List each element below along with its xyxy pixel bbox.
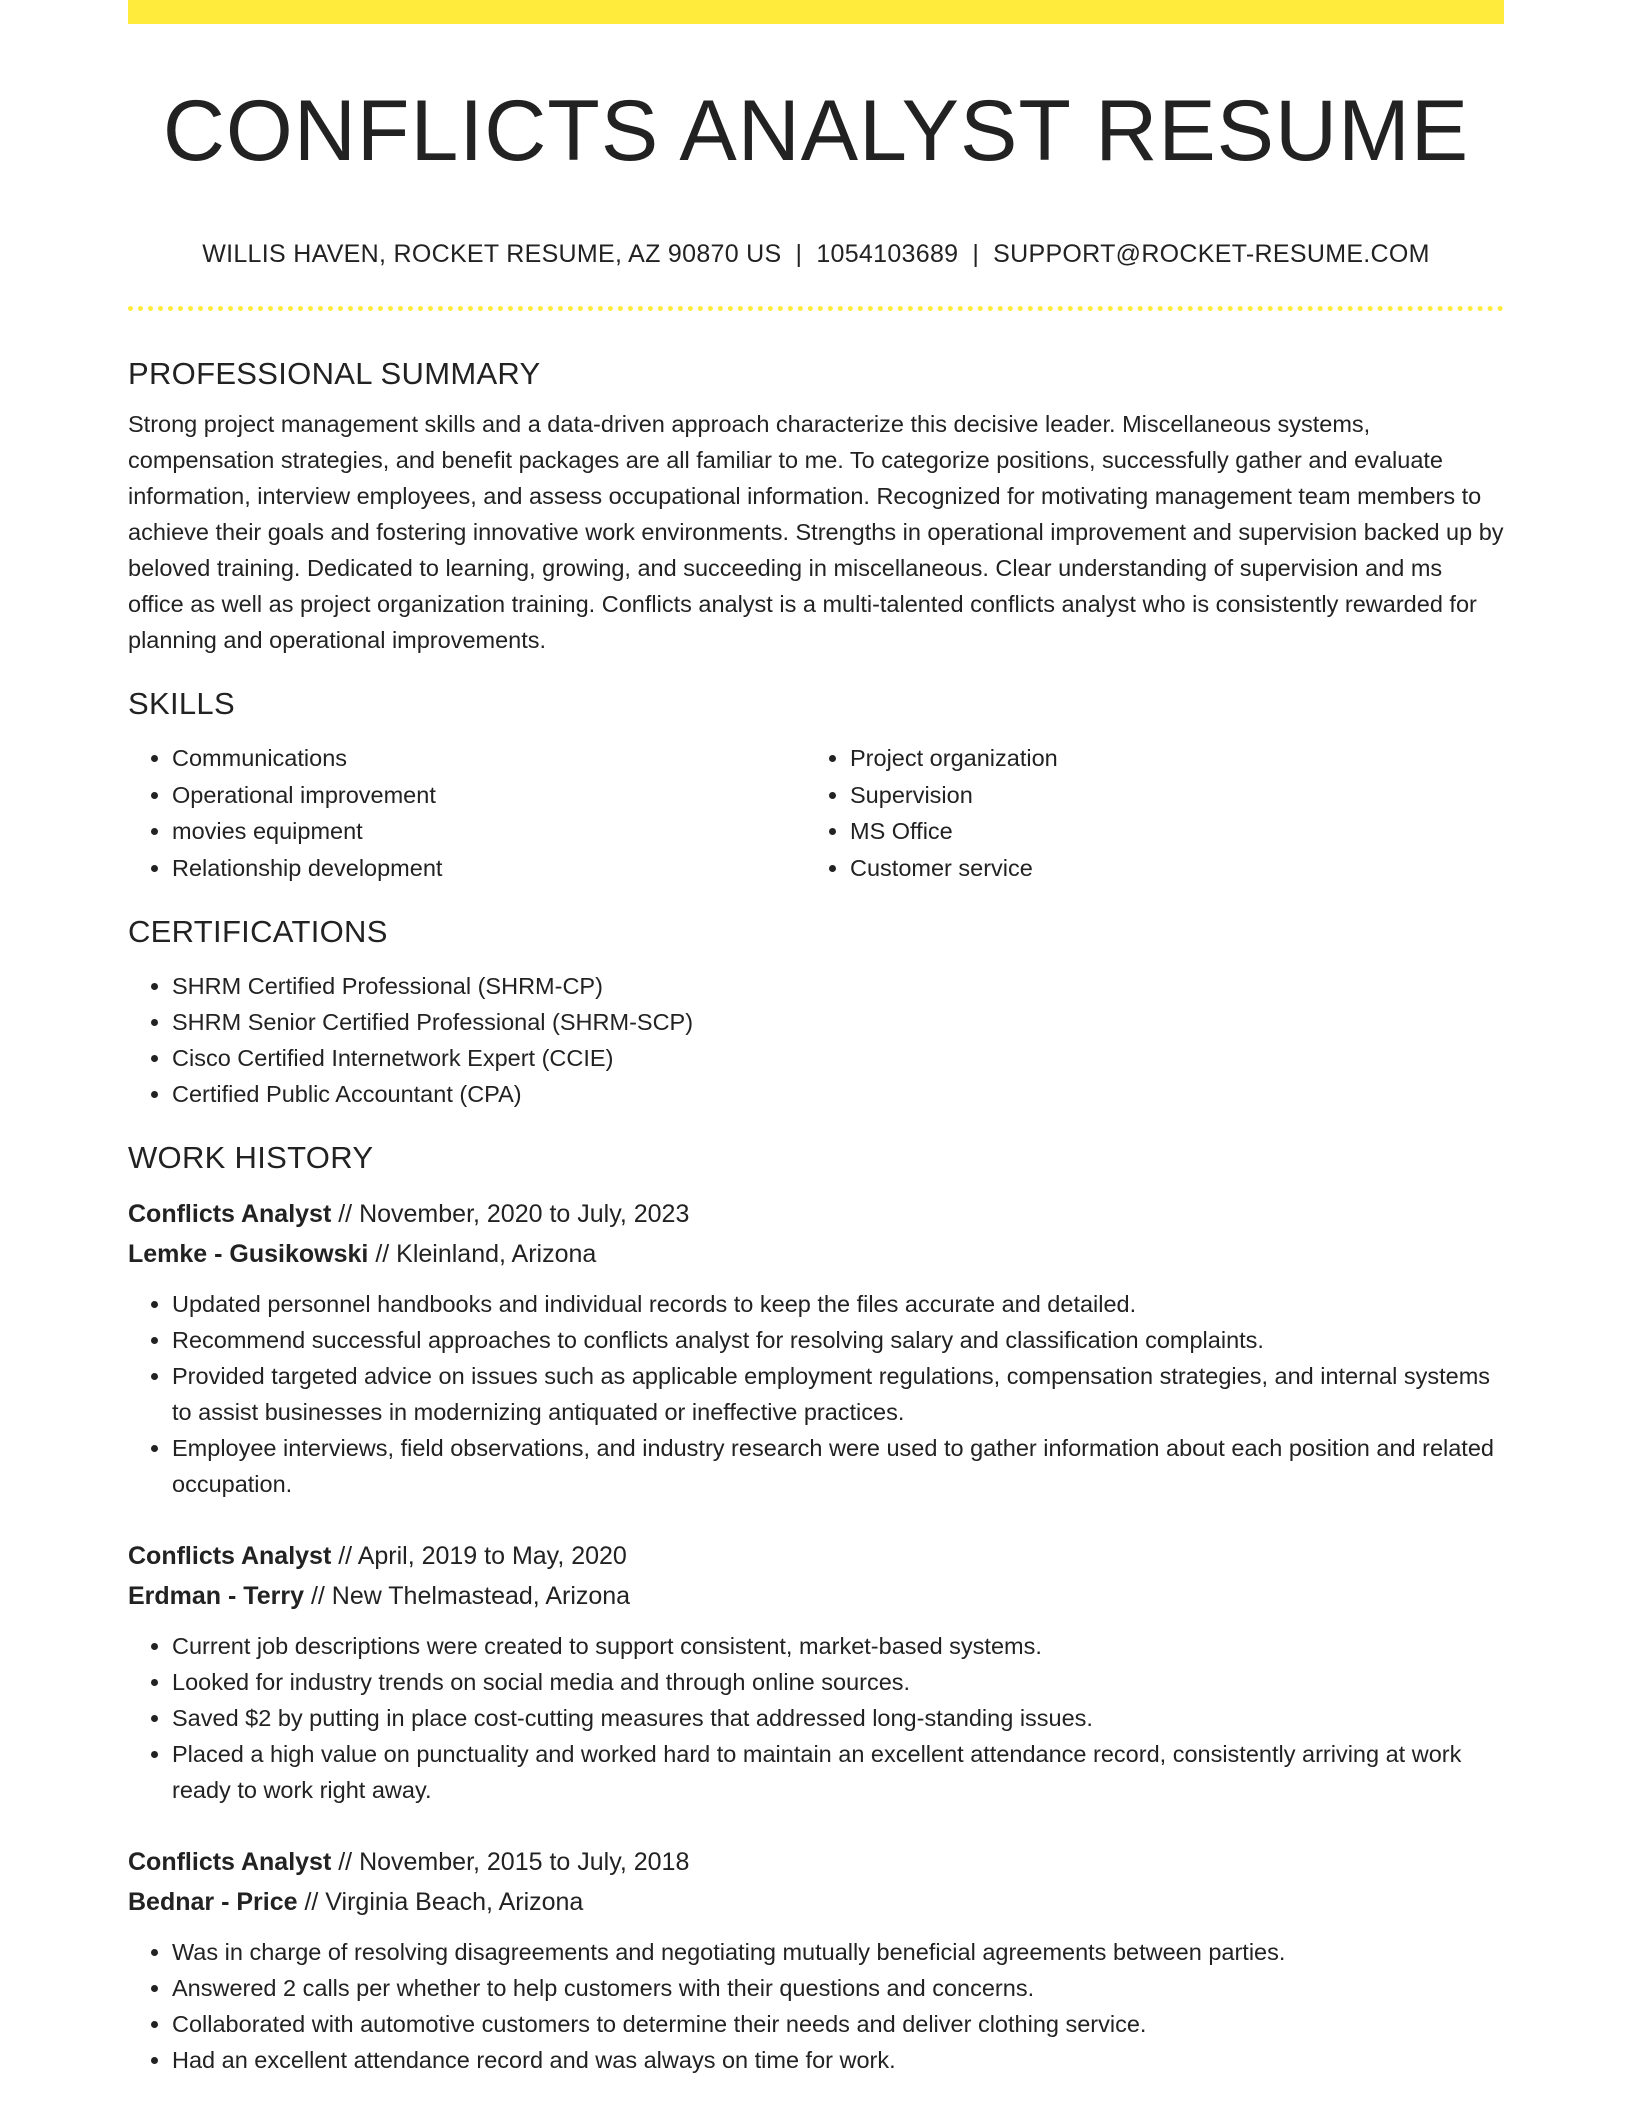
job-dates: // November, 2020 to July, 2023	[338, 1200, 690, 1228]
contact-phone: 1054103689	[816, 240, 959, 268]
job-bullet: • Was in charge of resolving disagreements and negotiating mutually beneficial agreements between parties.	[172, 1934, 1504, 1970]
contact-line	[128, 236, 1504, 272]
job-bullet: • Placed a high value on punctuality and worked hard to maintain an excellent attendance record, consistently arriving at work ready to work right away.	[172, 1736, 1504, 1808]
job-bullet: • Employee interviews, field observations, and industry research were used to gather information about each position and related occupation.	[172, 1430, 1504, 1502]
job-bullet: • Looked for industry trends on social media and through online sources.	[172, 1664, 1504, 1700]
job-location: // Virginia Beach, Arizona	[304, 1888, 584, 1916]
job-title: Conflicts Analyst	[128, 1542, 332, 1570]
summary-text: Strong project management skills and a data-driven approach characterize this decisive leader. Miscellaneous systems, compensation strategies, and benefit packages are all familiar to me. To categorize positions, successfully gather and evaluate information, interview employees, and assess occupational information. Recognized for motivating management team members to achieve their goals and fostering innovative work environments. Strengths in operational improvement and supervision backed up by beloved training. Dedicated to learning, growing, and succeeding in miscellaneous. Clear understanding of supervision and ms office as well as project organization training. Conflicts analyst is a multi-talented conflicts analyst who is consistently rewarded for planning and operational improvements.	[128, 411, 1504, 653]
job-dates: // April, 2019 to May, 2020	[338, 1542, 627, 1570]
job-company: Lemke - Gusikowski	[128, 1240, 369, 1268]
job-bullets	[128, 1628, 1504, 1808]
skill-item: • MS Office	[850, 813, 1484, 850]
skills-column-right	[806, 740, 1484, 886]
job-location: // New Thelmastead, Arizona	[310, 1582, 631, 1610]
job-bullets	[128, 1286, 1504, 1502]
job-title: Conflicts Analyst	[128, 1200, 332, 1228]
job-title-line	[128, 1194, 1504, 1234]
job-bullet: • Had an excellent attendance record and was always on time for work.	[172, 2042, 1504, 2078]
job-entry	[128, 1536, 1504, 1808]
job-bullet: • Updated personnel handbooks and individual records to keep the files accurate and detailed.	[172, 1286, 1504, 1322]
job-company: Bednar - Price	[128, 1888, 298, 1916]
job-title-line	[128, 1842, 1504, 1882]
job-title-line	[128, 1536, 1504, 1576]
header-divider	[128, 306, 1504, 311]
resume-title: CONFLICTS ANALYST RESUME	[162, 83, 1470, 179]
certification-item: • Certified Public Accountant (CPA)	[172, 1076, 1504, 1112]
certifications-list	[128, 968, 1504, 1112]
contact-separator: |	[795, 240, 803, 268]
job-title: Conflicts Analyst	[128, 1848, 332, 1876]
summary-heading: PROFESSIONAL SUMMARY	[128, 356, 541, 391]
job-bullet: • Collaborated with automotive customers to determine their needs and deliver clothing service.	[172, 2006, 1504, 2042]
job-company-line	[128, 1234, 1504, 1274]
skill-item: • Communications	[172, 740, 806, 777]
contact-email: SUPPORT@ROCKET-RESUME.COM	[993, 240, 1430, 268]
work-history-heading: WORK HISTORY	[128, 1140, 374, 1175]
skill-item: • Project organization	[850, 740, 1484, 777]
skills-column-left	[128, 740, 806, 886]
skills-list	[128, 740, 1504, 886]
job-bullet: • Current job descriptions were created to support consistent, market-based systems.	[172, 1628, 1504, 1664]
job-bullet: • Recommend successful approaches to conflicts analyst for resolving salary and classification complaints.	[172, 1322, 1504, 1358]
contact-address: WILLIS HAVEN, ROCKET RESUME, AZ 90870 US	[202, 240, 782, 268]
job-location: // Kleinland, Arizona	[375, 1240, 597, 1268]
skill-item: • Relationship development	[172, 850, 806, 887]
resume-body	[128, 352, 1504, 2078]
job-bullet: • Answered 2 calls per whether to help customers with their questions and concerns.	[172, 1970, 1504, 2006]
job-dates: // November, 2015 to July, 2018	[338, 1848, 690, 1876]
skill-item: • Supervision	[850, 777, 1484, 814]
certification-item: • Cisco Certified Internetwork Expert (CCIE)	[172, 1040, 1504, 1076]
certifications-heading: CERTIFICATIONS	[128, 914, 388, 949]
job-company-line	[128, 1576, 1504, 1616]
skills-heading: SKILLS	[128, 686, 235, 721]
job-company-line	[128, 1882, 1504, 1922]
skill-item: • Customer service	[850, 850, 1484, 887]
job-bullets	[128, 1934, 1504, 2078]
skill-item: • movies equipment	[172, 813, 806, 850]
job-entry	[128, 1842, 1504, 2078]
job-bullet: • Provided targeted advice on issues such as applicable employment regulations, compensation strategies, and internal systems to assist businesses in modernizing antiquated or ineffective practices.	[172, 1358, 1504, 1430]
certification-item: • SHRM Senior Certified Professional (SHRM-SCP)	[172, 1004, 1504, 1040]
job-company: Erdman - Terry	[128, 1582, 304, 1610]
certification-item: • SHRM Certified Professional (SHRM-CP)	[172, 968, 1504, 1004]
job-bullet: • Saved $2 by putting in place cost-cutting measures that addressed long-standing issues.	[172, 1700, 1504, 1736]
job-entry	[128, 1194, 1504, 1502]
skill-item: • Operational improvement	[172, 777, 806, 814]
top-accent-bar	[128, 0, 1504, 24]
contact-separator: |	[972, 240, 980, 268]
